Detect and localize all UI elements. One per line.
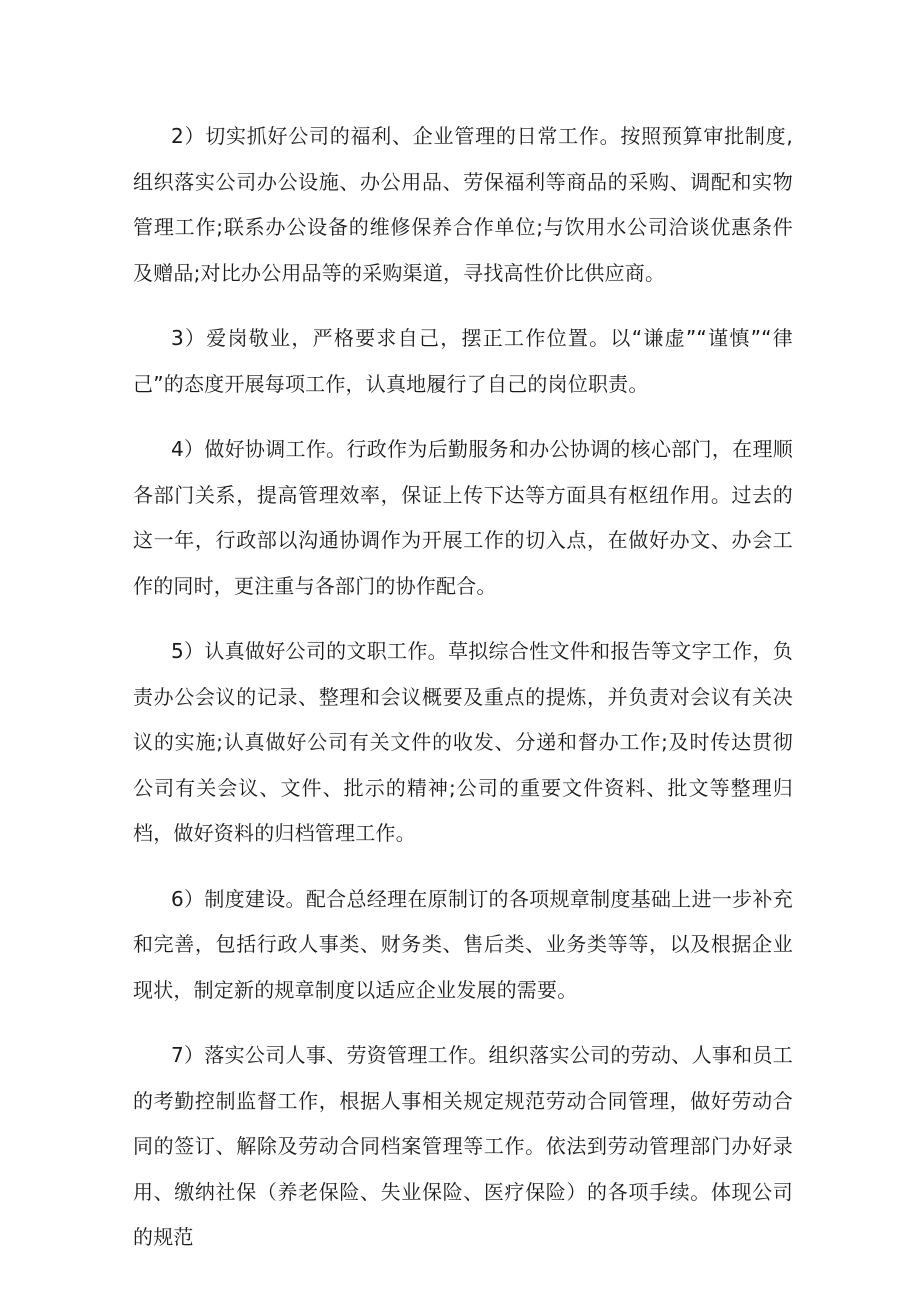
document-body	[133, 114, 793, 1281]
paragraph-item-7: 7）落实公司人事、劳资管理工作。组织落实公司的劳动、人事和员工的考勤控制监督工作，根据人事相关规定规范劳动合同管理，做好劳动合同的签订、解除及劳动合同档案管理等工作。依法到劳动管理部门办好录用、缴纳社保（养老保险、失业保险、医疗保险）的各项手续。体现公司的规范	[133, 1043, 793, 1249]
paragraph-item-4: 4）做好协调工作。行政作为后勤服务和办公协调的核心部门，在理顺各部门关系，提高管理效率，保证上传下达等方面具有枢纽作用。过去的这一年，行政部以沟通协调作为开展工作的切入点，在做好办文、办会工作的同时，更注重与各部门的协作配合。	[133, 437, 793, 598]
paragraph-item-5: 5）认真做好公司的文职工作。草拟综合性文件和报告等文字工作，负责办公会议的记录、整理和会议概要及重点的提炼，并负责对会议有关决议的实施;认真做好公司有关文件的收发、分递和督办工作;及时传达贯彻公司有关会议、文件、批示的精神;公司的重要文件资料、批文等整理归档，做好资料的归档管理工作。	[133, 639, 793, 845]
paragraph-item-6: 6）制度建设。配合总经理在原制订的各项规章制度基础上进一步补充和完善，包括行政人事类、财务类、售后类、业务类等等，以及根据企业现状，制定新的规章制度以适应企业发展的需要。	[133, 886, 793, 1002]
paragraph-item-3: 3）爱岗敬业，严格要求自己，摆正工作位置。以“谦虚”“谨慎”“律己”的态度开展每项工作，认真地履行了自己的岗位职责。	[133, 326, 793, 396]
paragraph-item-2: 2）切实抓好公司的福利、企业管理的日常工作。按照预算审批制度,组织落实公司办公设施、办公用品、劳保福利等商品的采购、调配和实物管理工作;联系办公设备的维修保养合作单位;与饮用水公司洽谈优惠条件及赠品;对比办公用品等的采购渠道，寻找高性价比供应商。	[133, 124, 793, 285]
